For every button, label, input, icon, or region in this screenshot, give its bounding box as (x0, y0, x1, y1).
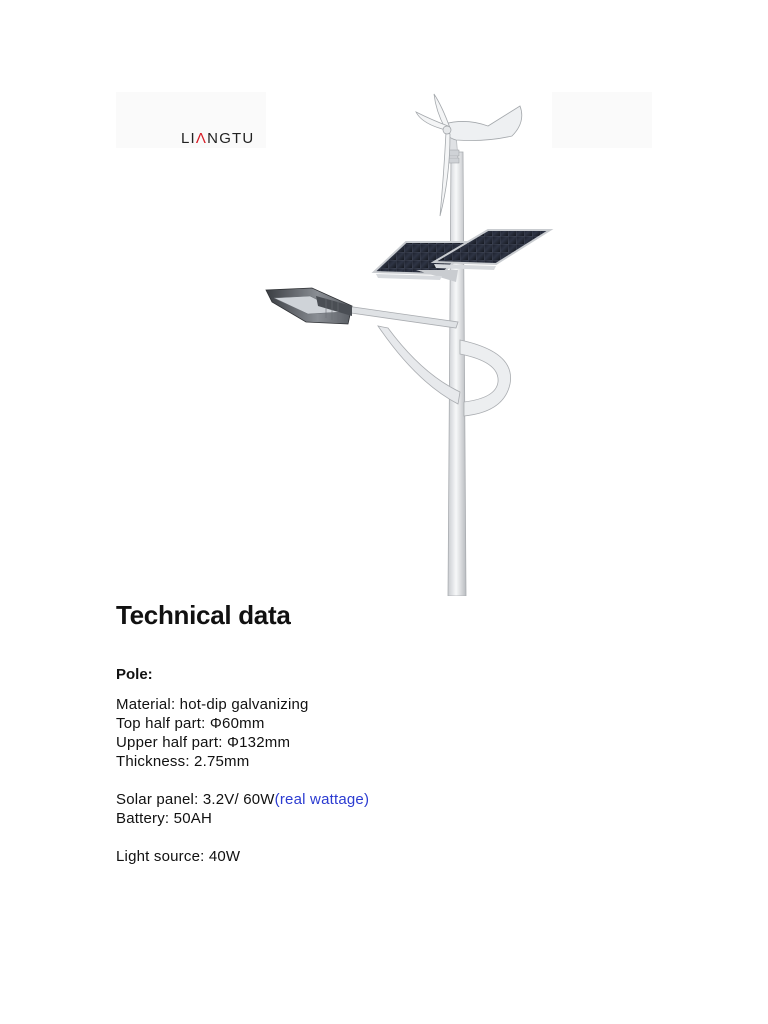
spec-light-source: Light source: 40W (116, 848, 241, 865)
spec-battery: Battery: 50AH (116, 810, 212, 827)
power-specs (116, 790, 369, 828)
spec-solar-panel: Solar panel: 3.2V/ 60W (116, 791, 275, 808)
solar-wind-street-light-illustration (116, 92, 652, 596)
light-specs (116, 847, 240, 866)
logo-text-suffix: NGTU (207, 130, 255, 147)
page-title: Technical data (116, 600, 291, 630)
spec-solar-panel-note: (real wattage) (274, 791, 370, 808)
lamp-arm (344, 306, 511, 416)
pole (448, 152, 466, 596)
spec-material: Material: hot-dip galvanizing (116, 696, 309, 713)
spec-solar-panel-line (116, 790, 369, 809)
spec-thickness: Thickness: 2.75mm (116, 753, 250, 770)
product-image (116, 92, 652, 596)
logo-text-prefix: LI (181, 130, 196, 147)
spec-top-half: Top half part: Φ60mm (116, 715, 265, 732)
led-lamp-head (266, 288, 352, 324)
brand-logo (181, 130, 254, 147)
wind-turbine (416, 94, 522, 216)
logo-accent-letter: Λ (195, 130, 208, 147)
spec-upper-half: Upper half part: Φ132mm (116, 734, 291, 751)
section-heading-pole: Pole: (116, 666, 153, 683)
pole-specs (116, 695, 309, 771)
